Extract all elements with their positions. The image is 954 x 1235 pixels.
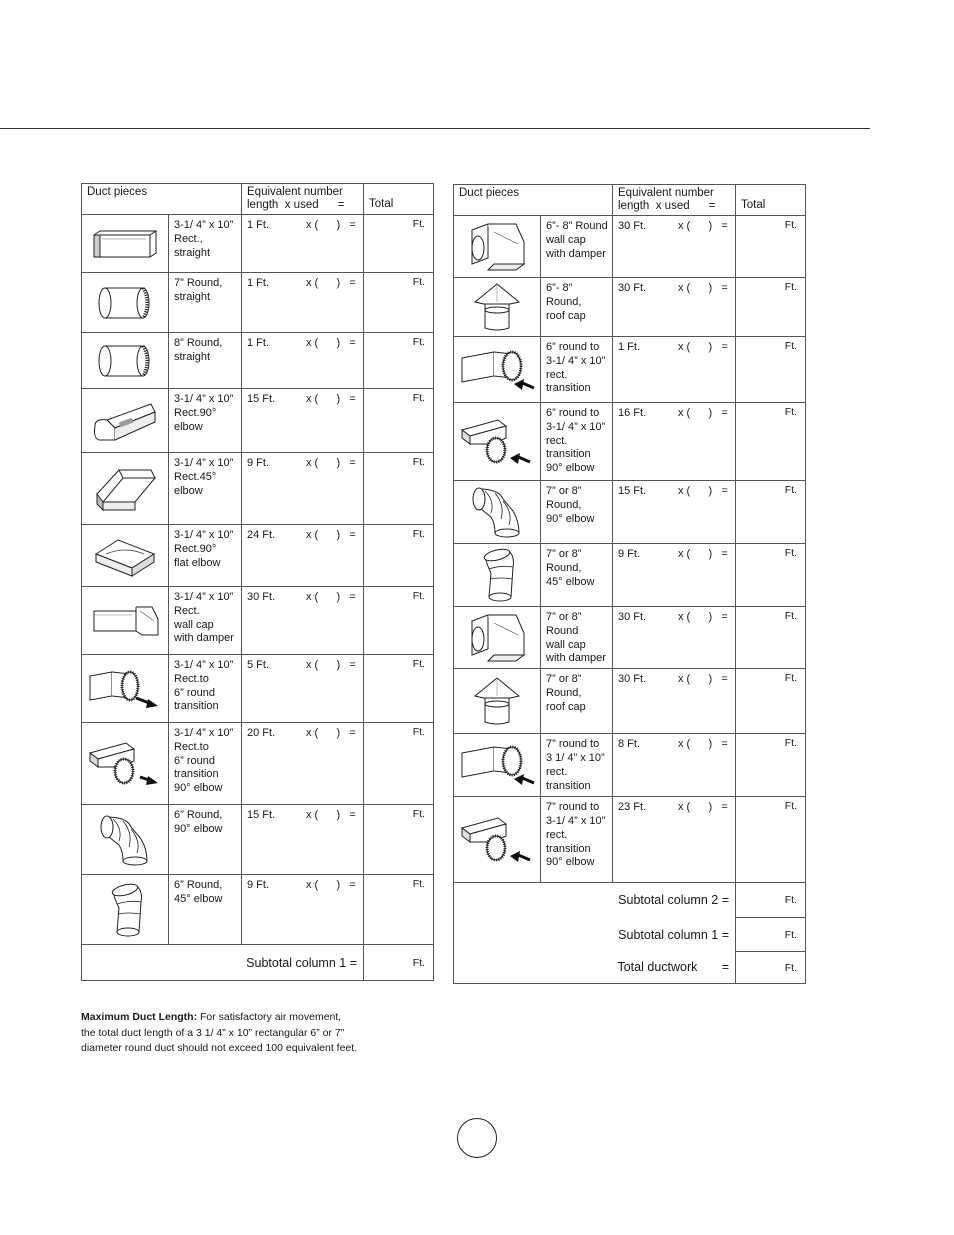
number-used-field[interactable]: x ( ) = [306,591,356,603]
round-wall-cap-icon [454,609,540,667]
subtotal-unit: Ft. [736,883,806,918]
equivalent-length: 30 Ft. [618,611,647,623]
rect-90-elbow-icon [82,398,168,444]
rect-straight-duct-icon [82,227,168,261]
roof-cap-icon [454,672,540,730]
equivalent-length-cell [242,587,364,655]
equivalent-length-cell [242,875,364,945]
duct-table-left [81,183,434,981]
note-heading: Maximum Duct Length: [81,1011,198,1023]
number-used-field[interactable]: x ( ) = [306,219,356,231]
duct-row [82,273,434,333]
note-line2: the total duct length of a 3 1/ 4” x 10” rectangular 6” or 7” [81,1026,345,1039]
duct-row [454,797,806,883]
round-90-elbow-icon [82,811,168,869]
row-total-unit[interactable]: Ft. [364,875,434,945]
equivalent-length-cell [613,669,736,734]
round-45-elbow-icon [454,547,540,603]
header-duct-pieces: Duct pieces [454,185,613,216]
header-equivalent-length [242,184,364,215]
duct-description: 6” round to 3-1/ 4” x 10” rect. transition [541,337,613,403]
equivalent-length: 15 Ft. [247,393,276,405]
number-used-field[interactable]: x ( ) = [678,673,728,686]
equivalent-length: 20 Ft. [247,727,276,739]
subtotal-unit: Ft. [364,945,434,981]
rect-wall-cap-icon [82,601,168,641]
row-total-unit[interactable]: Ft. [364,389,434,453]
total-ductwork-unit: Ft. [736,952,806,984]
duct-description: 6” round to 3-1/ 4” x 10” rect. transition 90° elbow [541,403,613,481]
duct-row [82,875,434,945]
equivalent-length: 16 Ft. [618,407,647,419]
row-total-unit[interactable]: Ft. [364,333,434,389]
duct-row [454,216,806,278]
row-total-unit[interactable]: Ft. [736,337,806,403]
duct-image-cell [454,481,541,544]
row-total-unit[interactable]: Ft. [736,734,806,797]
duct-description: 3-1/ 4” x 10” Rect.45° elbow [169,453,242,525]
header-equiv-line2: length x used = [618,200,716,212]
round-to-rect-transition-icon [454,741,540,789]
duct-image-cell [454,403,541,481]
total-ductwork-row [454,952,806,984]
number-used-field[interactable]: x ( ) = [678,548,728,560]
duct-row [454,669,806,734]
roof-cap-icon [454,278,540,336]
equivalent-length-cell [242,805,364,875]
number-used-field[interactable]: x ( ) = [678,407,728,419]
duct-description: 7” or 8” Round, 45° elbow [541,544,613,607]
duct-image-cell [454,669,541,734]
duct-row [82,215,434,273]
duct-row [82,389,434,453]
duct-description: 8” Round, straight [169,333,242,389]
duct-description: 3-1/ 4” x 10” Rect.to 6” round transition 90° elbow [169,723,242,805]
duct-description: 7” round to 3 1/ 4” x 10” rect. transition [541,734,613,797]
row-total-unit[interactable]: Ft. [364,655,434,723]
duct-image-cell [454,278,541,337]
duct-description: 6” Round, 45° elbow [169,875,242,945]
row-total-unit[interactable]: Ft. [736,481,806,544]
duct-image-cell [454,607,541,669]
note-line3: diameter round duct should not exceed 100 equivalent feet. [81,1042,358,1054]
row-total-unit[interactable]: Ft. [736,607,806,669]
duct-description: 7” or 8” Round, 90° elbow [541,481,613,544]
equivalent-length: 1 Ft. [618,341,641,353]
duct-row [82,805,434,875]
number-used-field[interactable]: x ( ) = [678,801,728,814]
duct-image-cell [82,525,169,587]
equivalent-length-cell [242,215,364,273]
equivalent-length: 30 Ft. [618,220,647,232]
header-equiv-line2: length x used = [247,199,345,211]
row-total-unit[interactable]: Ft. [736,278,806,337]
round-straight-duct-icon [82,284,168,322]
number-used-field[interactable]: x ( ) = [306,393,356,405]
number-used-field[interactable]: x ( ) = [306,879,356,891]
equivalent-length: 1 Ft. [247,277,270,289]
equivalent-length: 30 Ft. [618,282,647,294]
row-total-unit[interactable]: Ft. [736,797,806,883]
row-total-unit[interactable]: Ft. [736,544,806,607]
equivalent-length: 24 Ft. [247,529,276,541]
round-45-elbow-icon [82,882,168,938]
duct-description: 7” or 8” Round wall cap with damper [541,607,613,669]
equivalent-length: 9 Ft. [247,457,270,469]
max-duct-length-note [81,1010,401,1057]
row-total-unit[interactable]: Ft. [364,587,434,655]
equivalent-length-cell [613,607,736,669]
duct-image-cell [82,805,169,875]
duct-description: 7” or 8” Round, roof cap [541,669,613,734]
round-straight-duct-icon [82,342,168,380]
header-total: Total [364,184,434,215]
number-used-field[interactable]: x ( ) = [306,457,356,469]
equivalent-length-cell [242,723,364,805]
equivalent-length-cell [613,337,736,403]
duct-description: 3-1/ 4” x 10” Rect.to 6” round transition [169,655,242,723]
round-to-rect-90-transition-icon [454,416,540,468]
duct-row [82,723,434,805]
duct-row [454,481,806,544]
duct-description: 3-1/ 4” x 10” Rect.90° elbow [169,389,242,453]
equivalent-length-cell [613,403,736,481]
subtotal-unit: Ft. [736,918,806,952]
duct-description: 6”- 8” Round, roof cap [541,278,613,337]
equivalent-length-cell [242,525,364,587]
duct-row [454,544,806,607]
subtotal-row [82,945,434,981]
number-used-field[interactable]: x ( ) = [678,485,728,497]
subtotal-row [454,883,806,918]
duct-image-cell [82,875,169,945]
number-used-field[interactable]: x ( ) = [678,738,728,751]
header-equiv-line1: Equivalent number [618,187,714,199]
duct-image-cell [82,333,169,389]
equivalent-length-cell [242,655,364,723]
subtotal-label: Subtotal column 1 = [82,945,364,981]
duct-image-cell [454,337,541,403]
total-ductwork-label: Total ductwork = [454,952,736,984]
page-number-circle [457,1118,497,1158]
equivalent-length: 15 Ft. [618,485,647,497]
duct-image-cell [454,797,541,883]
duct-table-right [453,184,806,984]
row-total-unit[interactable]: Ft. [736,403,806,481]
number-used-field[interactable]: x ( ) = [306,809,356,821]
duct-image-cell [82,273,169,333]
duct-image-cell [454,544,541,607]
number-used-field[interactable]: x ( ) = [306,277,356,289]
duct-row [454,337,806,403]
equivalent-length: 1 Ft. [247,219,270,231]
duct-description: 6”- 8” Round wall cap with damper [541,216,613,278]
table-header-row [82,184,434,215]
table-header-row [454,185,806,216]
row-total-unit[interactable]: Ft. [364,525,434,587]
equivalent-length-cell [613,216,736,278]
duct-row [82,453,434,525]
equivalent-length-cell [242,273,364,333]
duct-image-cell [82,655,169,723]
duct-row [82,655,434,723]
duct-image-cell [454,734,541,797]
row-total-unit[interactable]: Ft. [364,723,434,805]
header-equivalent-length [613,185,736,216]
duct-row [82,587,434,655]
round-to-rect-transition-icon [454,346,540,394]
duct-image-cell [82,723,169,805]
row-total-unit[interactable]: Ft. [364,273,434,333]
header-rule [0,128,870,129]
equivalent-length: 30 Ft. [247,591,276,603]
subtotal-label: Subtotal column 1 = [454,918,736,952]
equivalent-length-cell [613,278,736,337]
duct-description: 6” Round, 90° elbow [169,805,242,875]
number-used-field[interactable]: x ( ) = [306,727,356,739]
duct-row [454,403,806,481]
duct-image-cell [82,215,169,273]
duct-row [82,525,434,587]
equivalent-length-cell [242,333,364,389]
equivalent-length-cell [613,544,736,607]
duct-image-cell [454,216,541,278]
note-line1: For satisfactory air movement, [197,1011,342,1023]
row-total-unit[interactable]: Ft. [364,453,434,525]
duct-row [454,607,806,669]
number-used-field[interactable]: x ( ) = [306,529,356,541]
duct-description: 3-1/ 4” x 10” Rect.90° flat elbow [169,525,242,587]
equivalent-length-cell [613,734,736,797]
duct-row [454,278,806,337]
duct-description: 7” round to 3-1/ 4” x 10” rect. transition 90° elbow [541,797,613,883]
row-total-unit[interactable]: Ft. [736,669,806,734]
round-90-elbow-icon [454,483,540,541]
rect-to-round-transition-icon [82,666,168,712]
header-total: Total [736,185,806,216]
equivalent-length: 30 Ft. [618,673,647,686]
duct-description: 7” Round, straight [169,273,242,333]
row-total-unit[interactable]: Ft. [736,216,806,278]
duct-description: 3-1/ 4” x 10” Rect. wall cap with damper [169,587,242,655]
number-used-field[interactable]: x ( ) = [306,337,356,349]
round-wall-cap-icon [454,218,540,276]
duct-description: 3-1/ 4” x 10” Rect., straight [169,215,242,273]
equivalent-length: 9 Ft. [618,548,641,560]
row-total-unit[interactable]: Ft. [364,215,434,273]
header-duct-pieces: Duct pieces [82,184,242,215]
equivalent-length: 9 Ft. [247,879,270,891]
duct-row [82,333,434,389]
equivalent-length-cell [242,389,364,453]
rect-45-elbow-icon [82,464,168,514]
rect-to-round-90-transition-icon [82,739,168,789]
equivalent-length: 8 Ft. [618,738,641,751]
rect-flat-elbow-icon [82,532,168,580]
number-used-field[interactable]: x ( ) = [678,282,728,294]
duct-image-cell [82,389,169,453]
equivalent-length: 5 Ft. [247,659,270,671]
number-used-field[interactable]: x ( ) = [678,220,728,232]
equivalent-length: 23 Ft. [618,801,647,814]
subtotal-label: Subtotal column 2 = [454,883,736,918]
duct-image-cell [82,587,169,655]
number-used-field[interactable]: x ( ) = [306,659,356,671]
header-equiv-line1: Equivalent number [247,186,343,198]
subtotal-row [454,918,806,952]
equivalent-length-cell [613,797,736,883]
duct-row [454,734,806,797]
number-used-field[interactable]: x ( ) = [678,611,728,623]
equivalent-length: 1 Ft. [247,337,270,349]
duct-image-cell [82,453,169,525]
number-used-field[interactable]: x ( ) = [678,341,728,353]
equivalent-length-cell [242,453,364,525]
round-to-rect-90-transition-icon [454,814,540,866]
equivalent-length: 15 Ft. [247,809,276,821]
equivalent-length-cell [613,481,736,544]
row-total-unit[interactable]: Ft. [364,805,434,875]
